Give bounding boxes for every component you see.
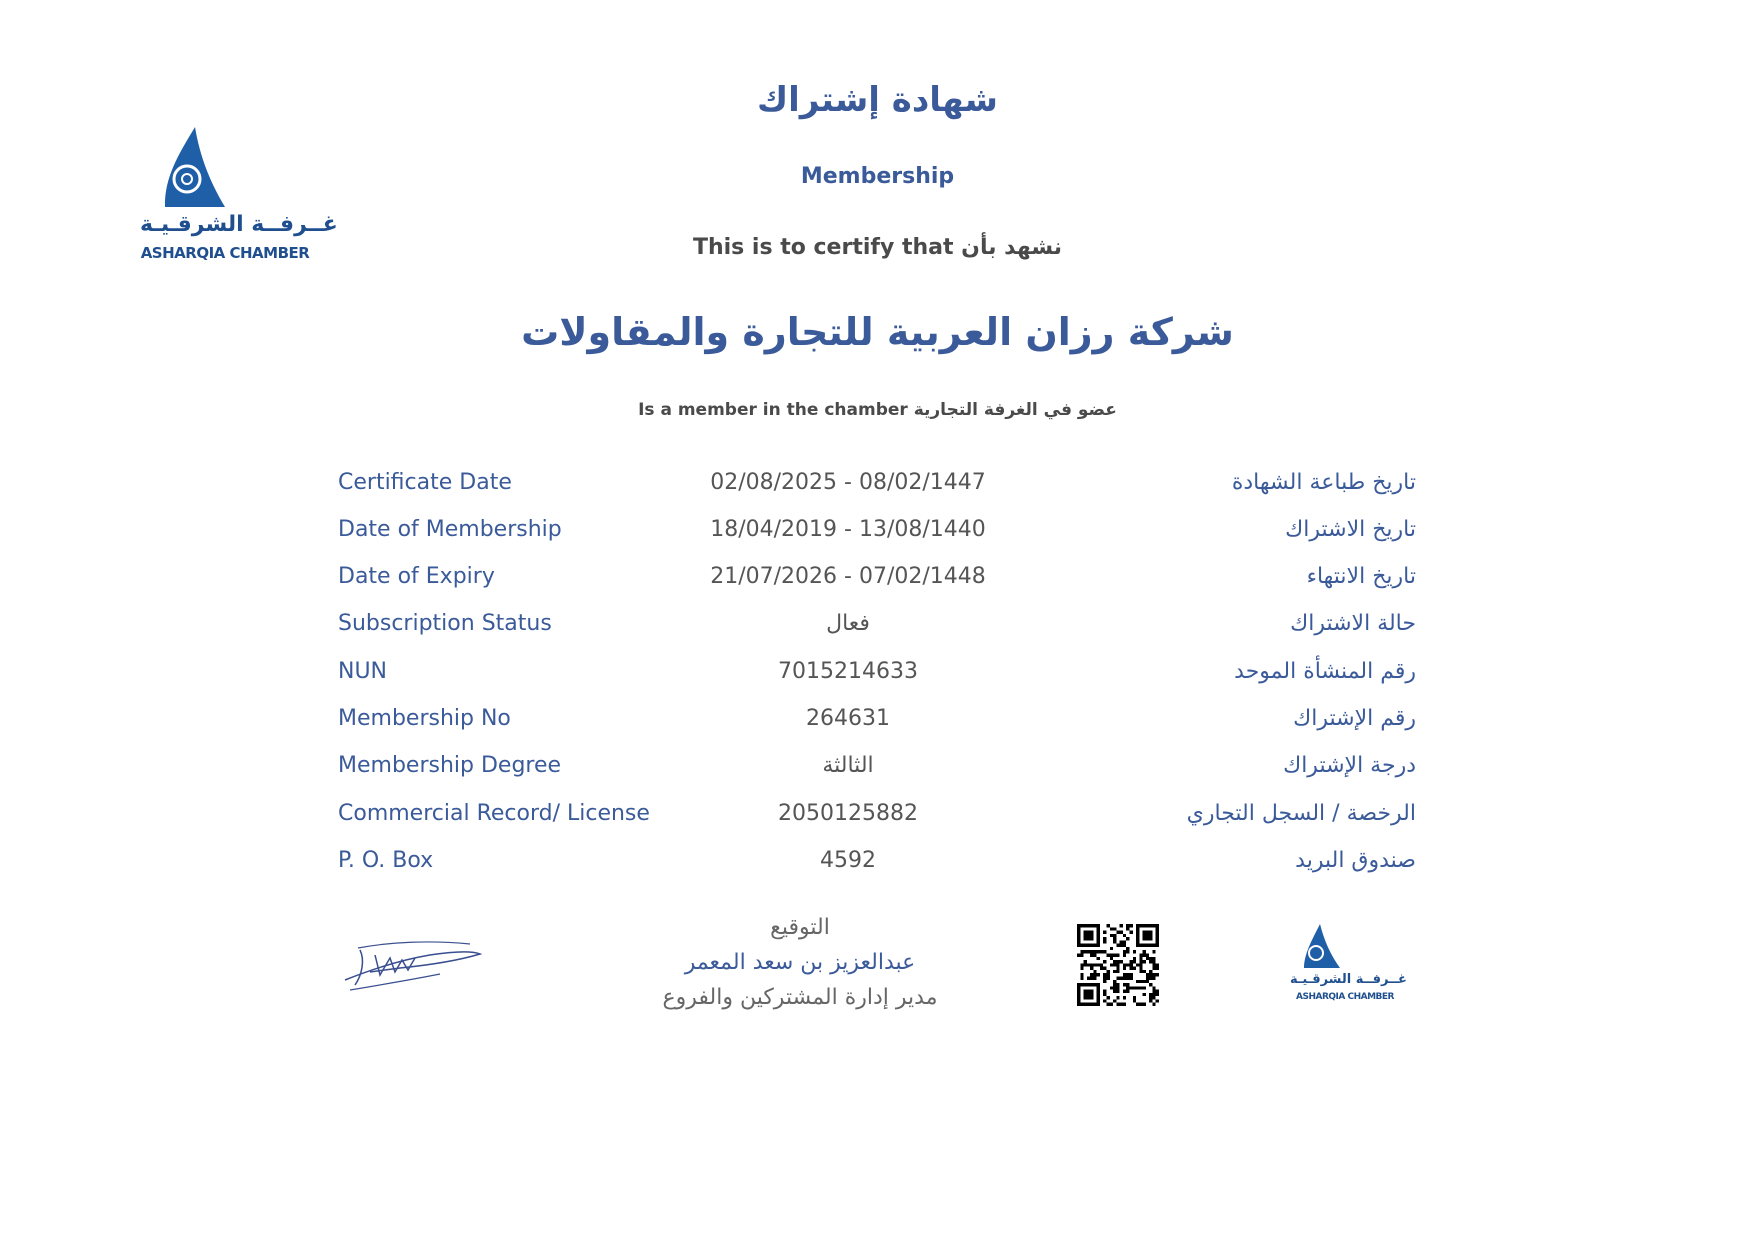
row-value: 7015214633	[778, 659, 918, 684]
row-label-arabic: درجة الإشتراك	[1283, 753, 1416, 778]
row-label-english: Date of Membership	[338, 517, 562, 542]
row-label-english: NUN	[338, 659, 388, 684]
company-name: شركة رزان العربية للتجارة والمقاولات	[521, 310, 1234, 354]
row-value: 4592	[820, 848, 876, 873]
row-label-arabic: تاريخ الاشتراك	[1285, 517, 1416, 542]
table-row	[338, 706, 1416, 742]
row-value: 18/04/2019 - 13/08/1440	[710, 517, 986, 542]
table-row	[338, 848, 1416, 884]
logo-text-arabic: غــرفــة الشرقـيـة	[1290, 972, 1407, 987]
row-label-english: P. O. Box	[338, 848, 434, 873]
logo-text-arabic: غــرفــة الشرقـيـة	[140, 212, 338, 237]
row-value: 2050125882	[778, 801, 918, 826]
certificate-title-english: Membership	[800, 164, 955, 189]
certificate-title-arabic: شهادة إشتراك	[757, 80, 998, 120]
certify-line: This is to certify that نشهد بأن	[692, 235, 1063, 260]
row-value: 21/07/2026 - 07/02/1448	[710, 564, 986, 589]
row-value: 02/08/2025 - 08/02/1447	[710, 470, 986, 495]
row-label-arabic: الرخصة / السجل التجاري	[1186, 801, 1416, 826]
member-line: Is a member in the chamber عضو في الغرفة التجارية	[638, 400, 1117, 420]
row-label-english: Date of Expiry	[338, 564, 495, 589]
row-value: فعال	[826, 611, 870, 636]
row-label-arabic: تاريخ الانتهاء	[1306, 564, 1416, 589]
row-label-english: Membership No	[338, 706, 511, 731]
table-row	[338, 564, 1416, 600]
row-label-arabic: صندوق البريد	[1295, 848, 1416, 873]
row-label-english: Subscription Status	[338, 611, 552, 636]
table-row	[338, 753, 1416, 789]
qr-code-icon	[1077, 924, 1159, 1006]
row-label-arabic: حالة الاشتراك	[1290, 611, 1416, 636]
logo-text-english: ASHARQIA CHAMBER	[140, 244, 310, 262]
row-label-arabic: تاريخ طباعة الشهادة	[1231, 470, 1416, 495]
asharqia-chamber-small-logo	[1290, 922, 1407, 1008]
table-row	[338, 517, 1416, 553]
signature-label: التوقيع	[770, 915, 830, 940]
table-row	[338, 801, 1416, 837]
row-label-english: Certificate Date	[338, 470, 512, 495]
table-row	[338, 611, 1416, 647]
signature-image	[340, 930, 490, 1000]
table-row	[338, 659, 1416, 695]
table-row	[338, 470, 1416, 506]
row-label-english: Commercial Record/ License	[338, 801, 650, 826]
logo-text-english: ASHARQIA CHAMBER	[1296, 992, 1394, 1002]
signer-name: عبدالعزيز بن سعد المعمر	[684, 950, 916, 975]
row-value: الثالثة	[822, 753, 874, 778]
row-label-arabic: رقم المنشأة الموحد	[1234, 659, 1416, 684]
row-label-arabic: رقم الإشتراك	[1293, 706, 1416, 731]
signer-title: مدير إدارة المشتركين والفروع	[662, 985, 938, 1010]
sail-emblem-small-icon	[1290, 922, 1400, 972]
row-value: 264631	[806, 706, 890, 731]
row-label-english: Membership Degree	[338, 753, 562, 778]
